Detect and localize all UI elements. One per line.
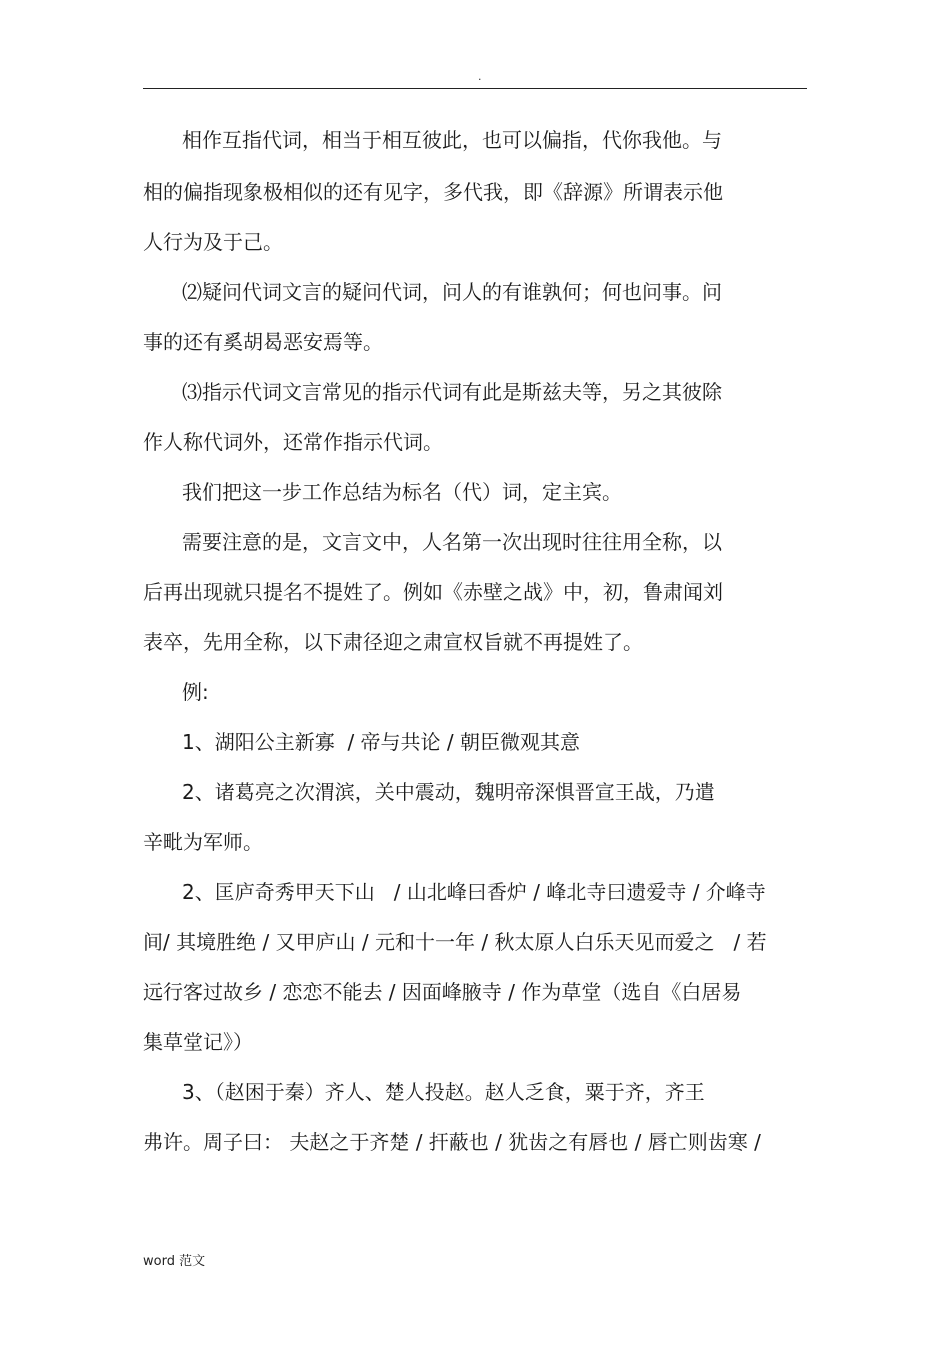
paragraph-line: 事的还有奚胡曷恶安焉等。 <box>143 330 383 354</box>
example-line: 弗许。周子曰： 夫赵之于齐楚 / 扞蔽也 / 犹齿之有唇也 / 唇亡则齿寒 / <box>143 1130 761 1154</box>
paragraph-line: 人行为及于己。 <box>143 230 283 254</box>
paragraph-line: 后再出现就只提名不提姓了。例如《赤壁之战》中，初，鲁肃闻刘 <box>143 580 723 604</box>
footer-label: word 范文 <box>143 1254 206 1269</box>
example-line: 2、诸葛亮之次渭滨，关中震动，魏明帝深惧晋宣王战，乃遣 <box>182 780 715 804</box>
example-line: 远行客过故乡 / 恋恋不能去 / 因面峰腋寺 / 作为草堂（选自《白居易 <box>143 980 742 1004</box>
example-line: 间/ 其境胜绝 / 又甲庐山 / 元和十一年 / 秋太原人白乐天见而爱之 / 若 <box>143 930 767 954</box>
paragraph-line: 表卒，先用全称，以下肃径迎之肃宣权旨就不再提姓了。 <box>143 630 643 654</box>
header-rule <box>143 88 807 89</box>
paragraph-line: ⑵疑问代词文言的疑问代词，问人的有谁孰何；何也问事。问 <box>182 280 722 304</box>
paragraph-line: 相作互指代词，相当于相互彼此，也可以偏指，代你我他。与 <box>182 128 722 152</box>
example-line: 3、（赵困于秦）齐人、楚人投赵。赵人乏食，粟于齐，齐王 <box>182 1080 705 1104</box>
example-line: 辛毗为军师。 <box>143 830 263 854</box>
paragraph-line: 需要注意的是，文言文中，人名第一次出现时往往用全称，以 <box>182 530 722 554</box>
paragraph-line: 我们把这一步工作总结为标名（代）词，定主宾。 <box>182 480 622 504</box>
paragraph-line: 例: <box>182 680 209 704</box>
header-dot: . <box>478 70 482 83</box>
paragraph-line: 作人称代词外，还常作指示代词。 <box>143 430 443 454</box>
example-line: 集草堂记》） <box>143 1030 253 1054</box>
example-line: 1、湖阳公主新寡 / 帝与共论 / 朝臣微观其意 <box>182 730 580 754</box>
paragraph-line: ⑶指示代词文言常见的指示代词有此是斯兹夫等，另之其彼除 <box>182 380 722 404</box>
paragraph-line: 相的偏指现象极相似的还有见字，多代我，即《辞源》所谓表示他 <box>143 180 723 204</box>
example-line: 2、匡庐奇秀甲天下山 / 山北峰曰香炉 / 峰北寺曰遗爱寺 / 介峰寺 <box>182 880 766 904</box>
